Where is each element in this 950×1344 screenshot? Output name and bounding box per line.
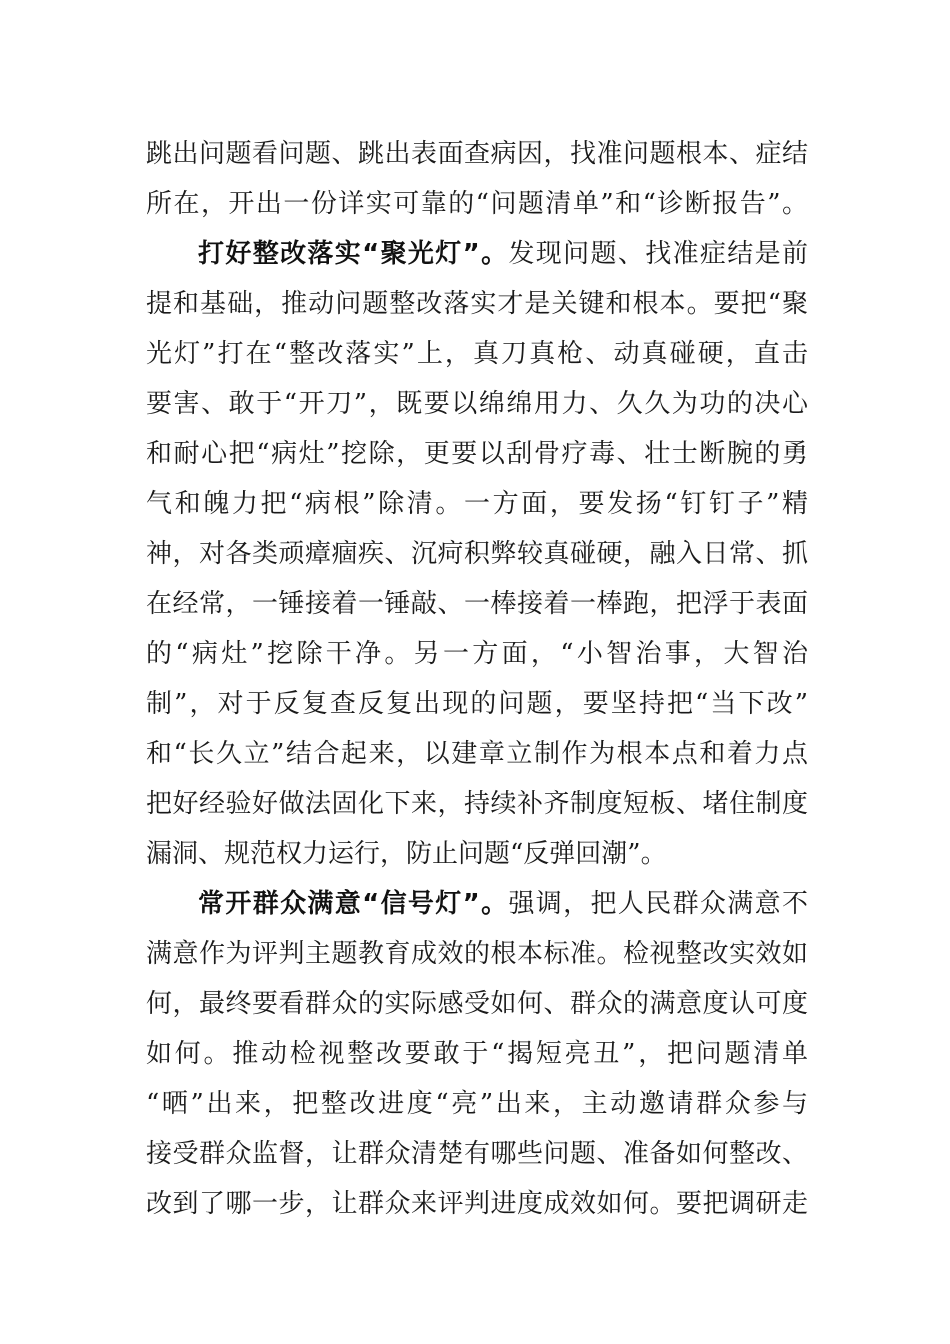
paragraph-2-line-13: 漏洞、规范权力运行，防止问题“反弹回潮”。 xyxy=(146,839,667,869)
paragraph-2-line-1-text: 发现问题、找准症结是前 xyxy=(508,239,808,269)
paragraph-3-line-7: 改到了哪一步，让群众来评判进度成效如何。要把调研走 xyxy=(146,1189,808,1219)
paragraph-3-line-2: 满意作为评判主题教育成效的根本标准。检视整改实效如 xyxy=(146,939,808,969)
paragraph-3-line-4: 如何。推动检视整改要敢于“揭短亮丑”，把问题清单 xyxy=(146,1039,808,1069)
paragraph-1-line-2: 所在，开出一份详实可靠的“问题清单”和“诊断报告”。 xyxy=(146,189,808,219)
paragraph-2-line-3: 光灯”打在“整改落实”上，真刀真枪、动真碰硬，直击 xyxy=(146,339,808,369)
paragraph-2-line-7: 神，对各类顽瘴痼疾、沉疴积弊较真碰硬，融入日常、抓 xyxy=(146,539,808,569)
paragraph-3-line-1 xyxy=(198,879,808,929)
paragraph-3-line-1-text: 强调，把人民群众满意不 xyxy=(508,889,808,919)
paragraph-2-heading: 打好整改落实“聚光灯”。 xyxy=(198,239,509,269)
paragraph-3-heading: 常开群众满意“信号灯”。 xyxy=(198,889,509,919)
paragraph-2-line-10: 制”，对于反复查反复出现的问题，要坚持把“当下改” xyxy=(146,689,808,719)
paragraph-2-line-9: 的“病灶”挖除干净。另一方面，“小智治事，大智治 xyxy=(146,639,808,669)
paragraph-2-line-6: 气和魄力把“病根”除清。一方面，要发扬“钉钉子”精 xyxy=(146,489,808,519)
paragraph-3-line-3: 何，最终要看群众的实际感受如何、群众的满意度认可度 xyxy=(146,989,808,1019)
paragraph-2-line-8: 在经常，一锤接着一锤敲、一棒接着一棒跑，把浮于表面 xyxy=(146,589,808,619)
paragraph-3-line-6: 接受群众监督，让群众清楚有哪些问题、准备如何整改、 xyxy=(146,1139,808,1169)
paragraph-2-line-5: 和耐心把“病灶”挖除，更要以刮骨疗毒、壮士断腕的勇 xyxy=(146,439,808,469)
paragraph-1-line-1: 跳出问题看问题、跳出表面查病因，找准问题根本、症结 xyxy=(146,139,808,169)
paragraph-2-line-4: 要害、敢于“开刀”，既要以绵绵用力、久久为功的决心 xyxy=(146,389,808,419)
paragraph-2-line-11: 和“长久立”结合起来，以建章立制作为根本点和着力点 xyxy=(146,739,808,769)
paragraph-2-line-12: 把好经验好做法固化下来，持续补齐制度短板、堵住制度 xyxy=(146,789,808,819)
paragraph-2-line-1 xyxy=(198,229,808,279)
paragraph-2-line-2: 提和基础，推动问题整改落实才是关键和根本。要把“聚 xyxy=(146,289,808,319)
paragraph-3-line-5: “晒”出来，把整改进度“亮”出来，主动邀请群众参与 xyxy=(146,1089,808,1119)
